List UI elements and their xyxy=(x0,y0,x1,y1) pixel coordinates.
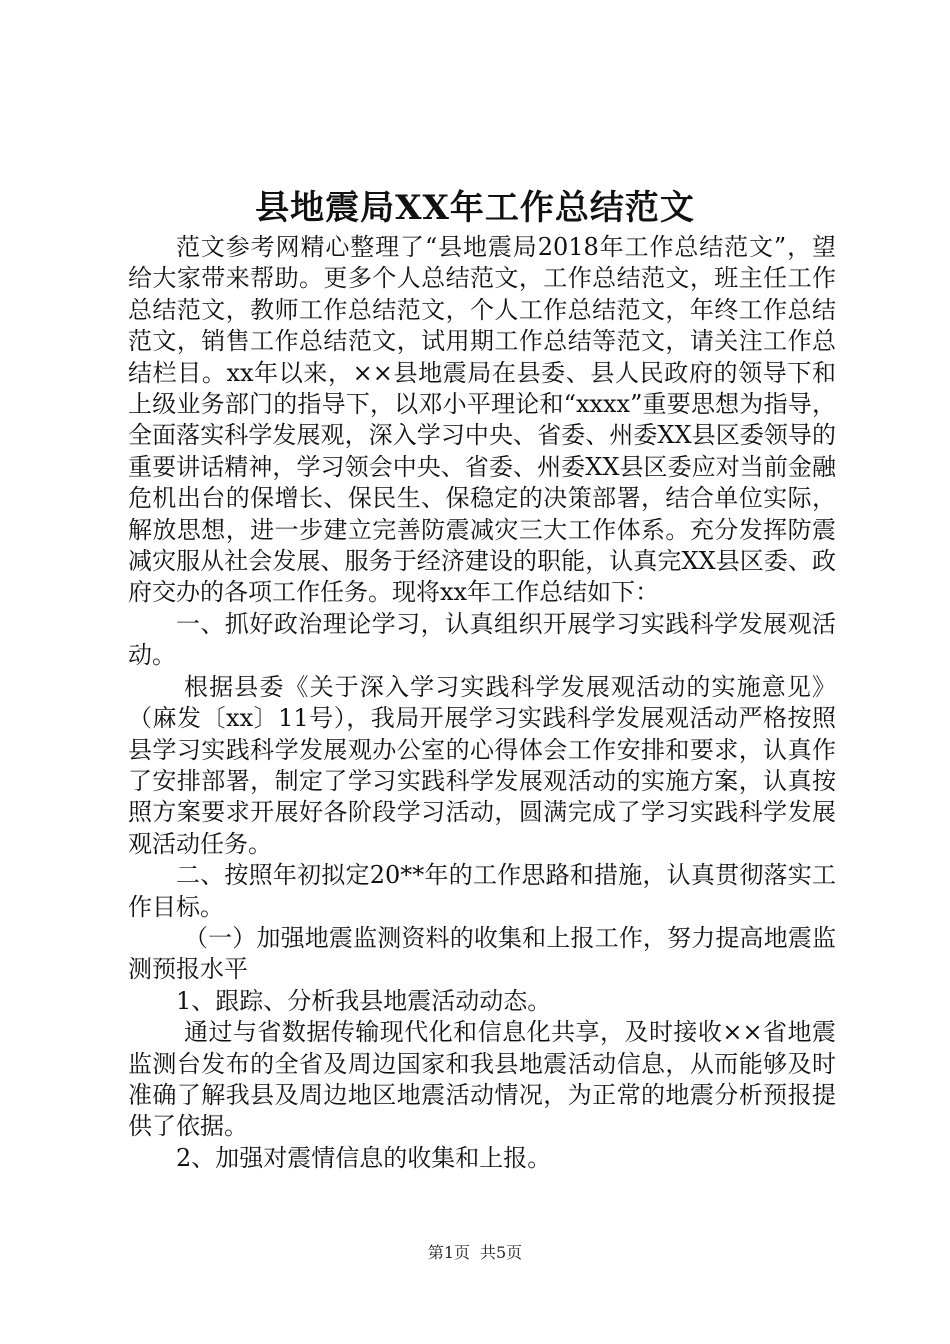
document-title: 县地震局XX年工作总结范文 xyxy=(255,188,695,228)
page-footer xyxy=(0,1242,950,1264)
paragraph-subheading-1: （一）加强地震监测资料的收集和上报工作，努力提高地震监测预报水平 xyxy=(128,923,836,984)
paragraph-item-1: 1、跟踪、分析我县地震活动动态。 xyxy=(176,986,552,1015)
document-body xyxy=(128,232,836,1174)
paragraph-intro: 范文参考网精心整理了“县地震局2018年工作总结范文”，望给大家带来帮助。更多个人总结范文，工作总结范文，班主任工作总结范文，教师工作总结范文，个人工作总结范文，年终工作总结范文，销售工作总结范文，试用期工作总结等范文，请关注工作总结栏目。xx年以来，××县地震局在县委、县人民政府的领导下和上级业务部门的指导下，以邓小平理论和“xxxx”重要思想为指导，全面落实科学发展观，深入学习中央、省委、州委XX县区委领导的重要讲话精神，学习领会中央、省委、州委XX县区委应对当前金融危机出台的保增长、保民生、保稳定的决策部署，结合单位实际，解放思想，进一步建立完善防震减灾三大工作体系。充分发挥防震减灾服从社会发展、服务于经济建设的职能，认真完XX县区委、政府交办的各项工作任务。现将xx年工作总结如下： xyxy=(128,233,836,607)
paragraph-item-2: 2、加强对震情信息的收集和上报。 xyxy=(176,1143,552,1172)
paragraph-heading-2: 二、按照年初拟定20**年的工作思路和措施，认真贯彻落实工作目标。 xyxy=(128,861,836,921)
paragraph-monitoring: 通过与省数据传输现代化和信息化共享，及时接收××省地震监测台发布的全省及周边国家和我县地震活动信息，从而能够及时准确了解我县及周边地区地震活动情况，为正常的地震分析预报提供了依据。 xyxy=(128,1018,836,1141)
page-total: 共5页 xyxy=(480,1243,523,1262)
paragraph-heading-1: 一、抓好政治理论学习，认真组织开展学习实践科学发展观活动。 xyxy=(128,609,836,670)
page-number: 第1页 xyxy=(427,1243,470,1262)
paragraph-study-activity: 根据县委《关于深入学习实践科学发展观活动的实施意见》（麻发〔xx〕11号），我局开展学习实践科学发展观活动严格按照县学习实践科学发展观办公室的心得体会工作安排和要求，认真作了安排部署，制定了学习实践科学发展观活动的实施方案，认真按照方案要求开展好各阶段学习活动，圆满完成了学习实践科学发展观活动任务。 xyxy=(128,672,836,858)
